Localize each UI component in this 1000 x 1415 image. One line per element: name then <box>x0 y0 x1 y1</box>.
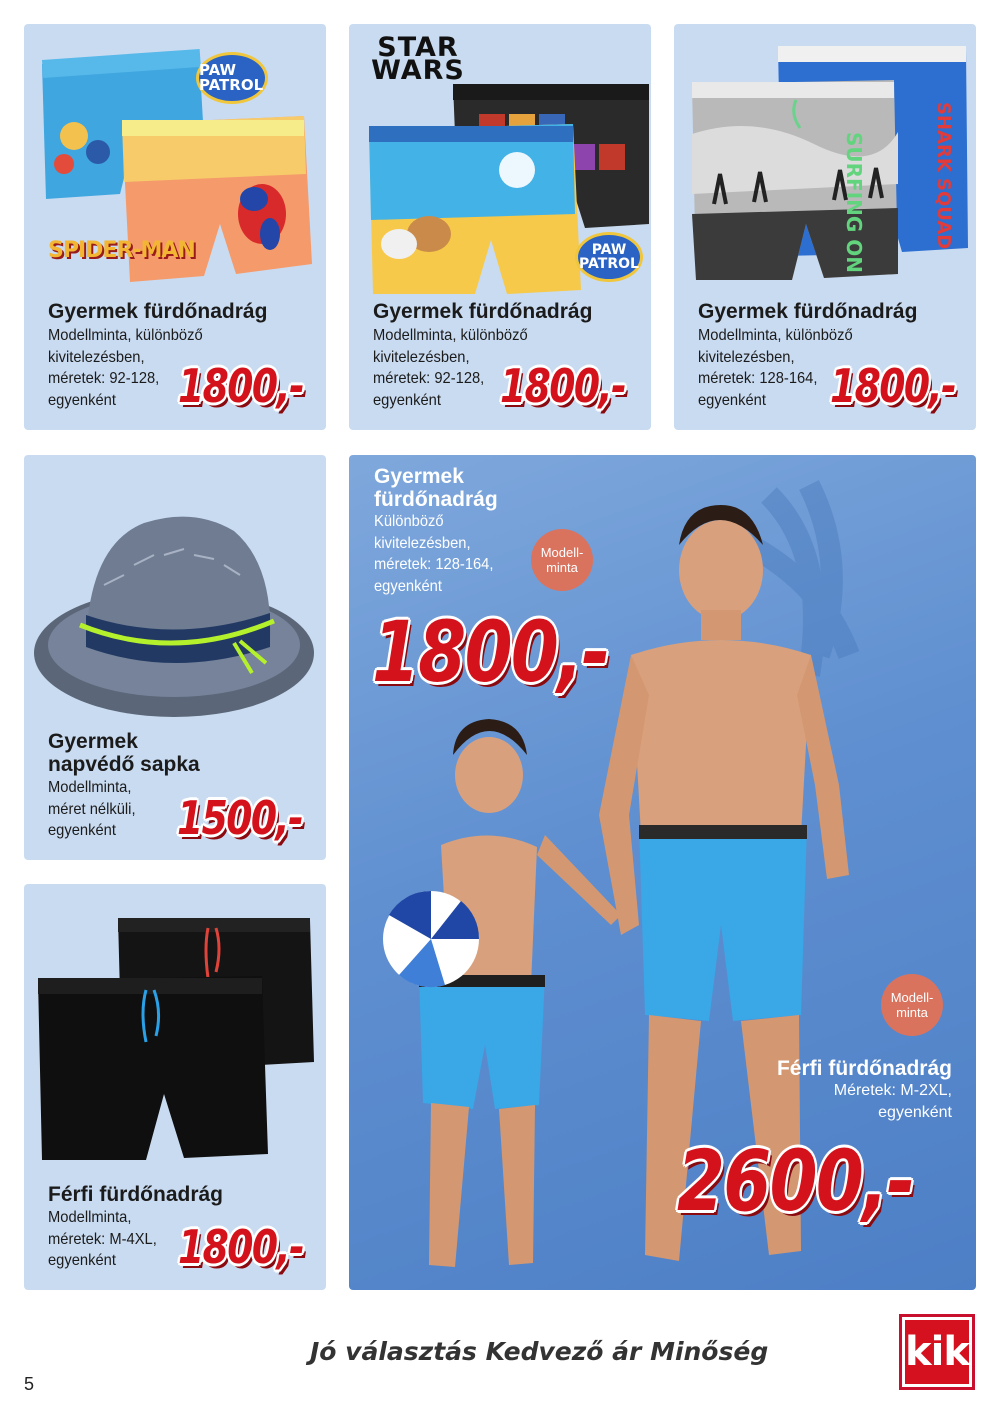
men-feature-description: Méretek: M-2XL, egyenként <box>833 1082 952 1121</box>
men-feature-price: 2600,- <box>677 1132 914 1230</box>
product-description: Modellminta, méretek: M-4XL, egyenként <box>48 1209 157 1269</box>
star-wars-logo: STAR WARS <box>371 32 465 86</box>
product-title: Gyermek napvédő sapka <box>48 730 200 776</box>
product-title: Gyermek fürdőnadrág <box>373 300 593 323</box>
product-description: Modellminta, különböző kivitelezésben, méretek: 92-128, egyenként <box>373 327 528 409</box>
product-card-men-swim[interactable] <box>24 884 326 1290</box>
page-number: 5 <box>24 1374 35 1394</box>
product-image-sun-hat <box>24 495 326 735</box>
product-image-shorts-surf-shark <box>674 24 976 294</box>
kik-logo[interactable] <box>899 1314 975 1390</box>
men-feature-title: Férfi fürdőnadrág <box>776 1057 952 1080</box>
spider-man-logo: SPIDER-MAN <box>48 238 195 263</box>
product-price: 1800,- <box>500 359 626 413</box>
feature-card-father-son[interactable] <box>349 455 976 1290</box>
kids-feature-price: 1800,- <box>372 603 609 701</box>
model-pattern-badge: Modell- minta <box>531 529 593 591</box>
kids-feature-title: Gyermek fürdőnadrág <box>374 465 498 511</box>
product-price: 1800,- <box>178 359 304 413</box>
footer-slogan: Jó választás Kedvező ár Minőség <box>310 1337 769 1366</box>
product-description: Modellminta, különböző kivitelezésben, méretek: 92-128, egyenként <box>48 327 203 409</box>
kik-logo-text: kik <box>905 1320 969 1384</box>
product-card-kids-swim-2[interactable] <box>349 24 651 430</box>
product-title: Gyermek fürdőnadrág <box>48 300 268 323</box>
model-pattern-badge: Modell- minta <box>881 974 943 1036</box>
product-price: 1500,- <box>177 791 303 845</box>
product-title: Gyermek fürdőnadrág <box>698 300 918 323</box>
product-title: Férfi fürdőnadrág <box>48 1183 224 1206</box>
product-card-kids-swim-3[interactable] <box>674 24 976 430</box>
product-price: 1800,- <box>830 359 956 413</box>
surfing-on-print: SURFING ON <box>842 132 866 274</box>
kids-feature-description: Különböző kivitelezésben, méretek: 128-164, egyenként <box>374 513 494 595</box>
product-image-black-shorts <box>24 904 326 1164</box>
paw-patrol-logo: PAW PATROL <box>575 232 643 282</box>
product-card-kids-hat[interactable] <box>24 455 326 860</box>
shark-squad-print: SHARK SQUAD <box>933 102 954 250</box>
paw-patrol-logo: PAW PATROL <box>196 52 268 104</box>
product-card-kids-swim-1[interactable] <box>24 24 326 430</box>
product-description: Modellminta, méret nélküli, egyenként <box>48 779 136 839</box>
product-price: 1800,- <box>178 1220 304 1274</box>
product-description: Modellminta, különböző kivitelezésben, méretek: 128-164, egyenként <box>698 327 853 409</box>
